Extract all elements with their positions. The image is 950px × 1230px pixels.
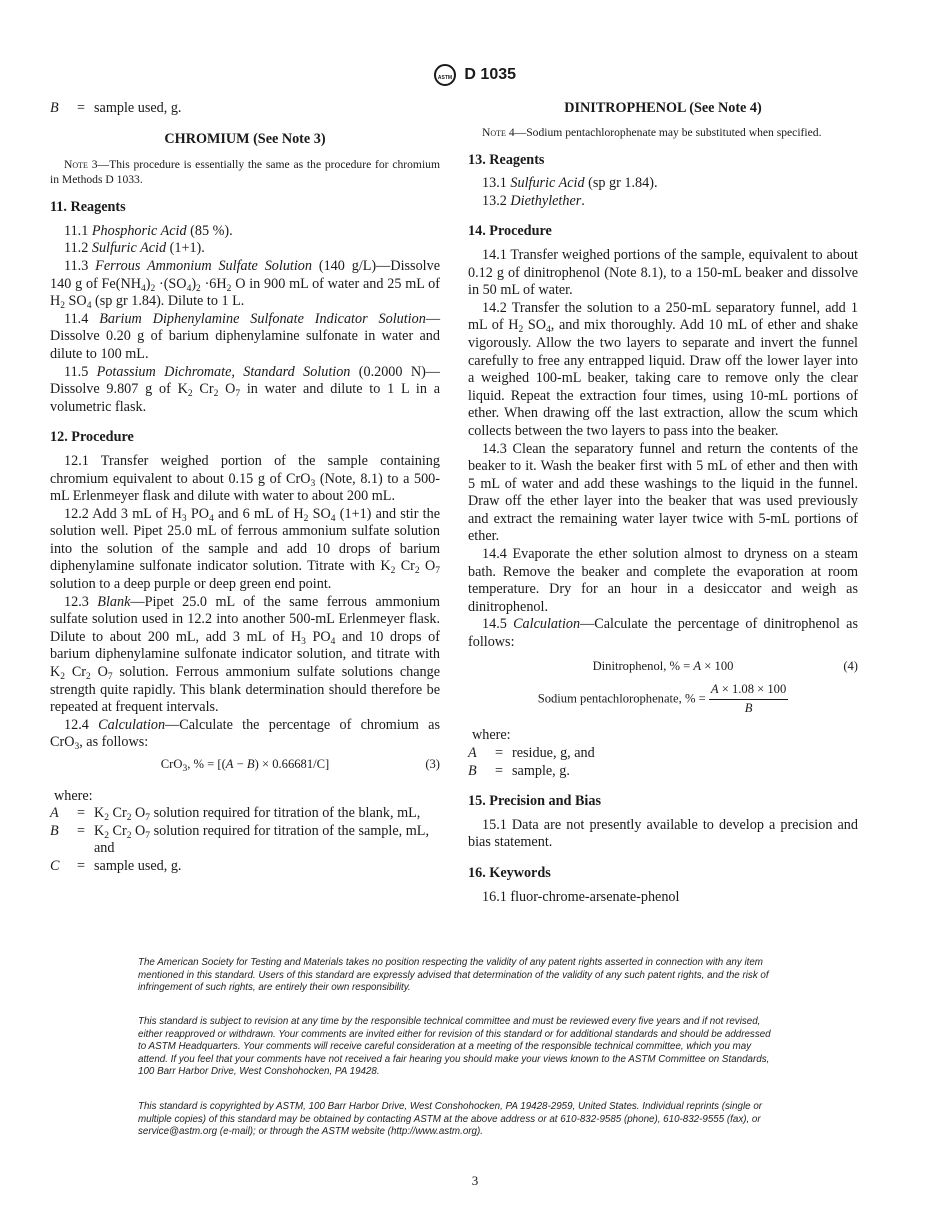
para-14-3: 14.3 Clean the separatory funnel and return the contents of the beaker to it. Wash the beaker first with 5 mL of ether and then with 5 mL of water and add these washings to the liquid in the funnel. Draw off the ether layer into the beaker that was used previously and extract the remaining water layer twice with 5-mL portions of ether. xyxy=(468,440,858,545)
equation-4: Dinitrophenol, % = A × 100 (4) xyxy=(468,658,858,676)
section-12-title: 12. Procedure xyxy=(50,429,134,446)
definition-row: B = sample used, g. xyxy=(50,100,182,116)
section-11-title: 11. Reagents xyxy=(50,199,126,216)
para-11-1: 11.1 Phosphoric Acid (85 %). xyxy=(64,222,233,239)
equation-3: CrO$_3$, % = [(A − B) × 0.66681/C] (3) xyxy=(160,757,440,774)
para-12-1: 12.1 Transfer weighed portion of the sample containing chromium equivalent to about 0.15 g of CrO$_3$ (Note, 8.1) to a 500-mL Erlenmeyer flask and dilute with water to about 200 mL. xyxy=(50,452,440,505)
para-15-1: 15.1 Data are not presently available to develop a precision and bias statement. xyxy=(468,816,858,851)
right-column xyxy=(468,100,858,906)
equation-5: Sodium pentachlorophenate, % = $\frac{A \times 1.08 \times 100}{B}$ xyxy=(468,681,858,717)
para-13-1: 13.1 Sulfuric Acid (sp gr 1.84). xyxy=(482,175,658,192)
chromium-heading: CHROMIUM (See Note 3) xyxy=(164,130,326,147)
para-14-4: 14.4 Evaporate the ether solution almost to dryness on a steam bath. Remove the beaker and complete the evaporation at room temperature. Dry for an hour in a desiccator and weigh as dinitrophenol. xyxy=(468,546,858,615)
section-16-title: 16. Keywords xyxy=(468,864,551,881)
section-14-title: 14. Procedure xyxy=(468,223,552,240)
document-designation: D 1035 xyxy=(464,66,517,83)
fraction: $\frac{A \times 1.08 \times 100}{B}$ xyxy=(710,682,787,715)
left-column xyxy=(50,100,440,876)
para-12-4: 12.4 Calculation—Calculate the percentage of chromium as CrO$_3$, as follows: xyxy=(50,716,440,753)
dinitrophenol-heading: DINITROPHENOL (See Note 4) xyxy=(564,100,762,116)
para-14-2: 14.2 Transfer the solution to a 250-mL separatory funnel, add 1 mL of $H_2$ $SO_4$, and mix thoroughly. Add 10 mL of ether and shake vigorously. Allow the two layers to separate and invert the funnel carefully to free any entrapped liquid. Draw off the lower layer into a weighed 100-mL beaker, taking care to remove only the clear liquid. Repeat the extraction four times, using 10-mL portions of ether. When drawing off the last extraction, allow the scum which collects between the two layers to pass into the beaker. xyxy=(468,299,858,439)
definition-row: B = $K_2$ $Cr_2$ $O_7$ solution required for titration of the sample, mL, and xyxy=(50,822,429,857)
para-11-2: 11.2 Sulfuric Acid (1+1). xyxy=(64,240,205,257)
where-label: where: xyxy=(472,727,511,744)
para-16-1: 16.1 fluor-chrome-arsenate-phenol xyxy=(482,888,680,905)
para-12-2: 12.2 Add 3 mL of $H_3$ $PO_4$ and 6 mL of $H_2$ $SO_4$ (1+1) and stir the solution well. Pipet 25.0 mL of ferrous ammonium sulfate solution into the solution of the sample and add 10 drops of barium diphenylamine sulfonate indicator solution. Titrate with $K_2$ $Cr_2$ $O_7$ solution to a deep purple or deep green end point. xyxy=(50,505,441,593)
para-14-1: 14.1 Transfer weighed portions of the sample, equivalent to about 0.12 g of dinitrophenol (Note 8.1), to a 150-mL beaker and dissolve in 50 mL of water. xyxy=(468,246,858,299)
page-header xyxy=(0,64,950,86)
astm-logo: ASTM xyxy=(434,64,456,86)
note-3: Note 3—This procedure is essentially the same as the procedure for chromium in Methods D 1033. xyxy=(50,158,440,187)
para-11-3: 11.3 Ferrous Ammonium Sulfate Solution (140 g/L)—Dissolve 140 g of $Fe(NH_4)_2 \cdot(SO_4)_2 \cdot 6H_2$ O in 900 mL of water and 25 mL of $H_2$ $SO_4$ (sp gr 1.84). Dilute to 1 L. xyxy=(50,257,440,312)
definition-row: A = $K_2$ $Cr_2$ $O_7$ solution required for titration of the blank, mL, xyxy=(50,805,421,824)
para-13-2: 13.2 Diethylether. xyxy=(482,192,585,209)
equation-number: (3) xyxy=(425,757,440,771)
page-number: 3 xyxy=(471,1173,479,1188)
section-15-title: 15. Precision and Bias xyxy=(468,793,601,810)
definition-row: A = residue, g, and xyxy=(468,745,595,761)
para-11-4: 11.4 Barium Diphenylamine Sulfonate Indicator Solution—Dissolve 0.20 g of barium diphenylamine sulfonate in water and dilute to 100 mL. xyxy=(50,310,440,362)
equation-number: (4) xyxy=(843,658,858,673)
section-13-title: 13. Reagents xyxy=(468,151,545,168)
footer-patent-notice: The American Society for Testing and Materials takes no position respecting the validity of any patent rights asserted in connection with any item mentioned in this standard. Users of this standard are expressly advised that determination of the validity of any such patent rights, and the risk of infringement of such rights, are entirely their own responsibility. xyxy=(138,957,769,993)
footer-revision-notice: This standard is subject to revision at any time by the responsible technical committee and must be reviewed every five years and if not revised, either reapproved or withdrawn. Your comments are invited either for revision of this standard or for additional standards and should be addressed to ASTM Headquarters. Your comments will receive careful consideration at a meeting of the responsible technical committee, which you may attend. If you feel that your comments have not received a fair hearing you should make your views known to the ASTM Committee on Standards, 100 Barr Harbor Drive, West Conshohocken, PA 19428. xyxy=(138,1016,771,1077)
definition-row: B = sample, g. xyxy=(468,762,570,779)
para-12-3: 12.3 Blank—Pipet 25.0 mL of the same ferrous ammonium sulfate solution used in 12.2 into another 500-mL Erlenmeyer flask. Dilute to about 200 mL, add 3 mL of $H_3$ $PO_4$ and 10 drops of barium diphenylamine sulfonate indicator solution, and titrate with $K_2$ $Cr_2$ $O_7$ solution. Ferrous ammonium sulfate solutions change strength quite rapidly. This blank determination should therefore be repeated at frequent intervals. xyxy=(50,593,440,716)
definition-row: C = sample used, g. xyxy=(50,857,182,874)
para-14-5: 14.5 Calculation—Calculate the percentage of dinitrophenol as follows: xyxy=(468,616,859,651)
para-11-5: 11.5 Potassium Dichromate, Standard Solution (0.2000 N)—Dissolve 9.807 g of $K_2$ $Cr_2$ $O_7$ in water and dilute to 1 L in a volumetric flask. xyxy=(50,363,441,415)
where-label: where: xyxy=(54,787,93,804)
note-4: Note 4—Sodium pentachlorophenate may be substituted when specified. xyxy=(482,125,822,139)
footer-copyright-notice: This standard is copyrighted by ASTM, 100 Barr Harbor Drive, West Conshohocken, PA 19428-2959, United States. Individual reprints (single or multiple copies) of this standard may be obtained by contacting ASTM at the above address or at 610-832-9585 (phone), 610-832-9555 (fax), or service@astm.org (e-mail); or through the ASTM website (http://www.astm.org). xyxy=(138,1101,763,1137)
